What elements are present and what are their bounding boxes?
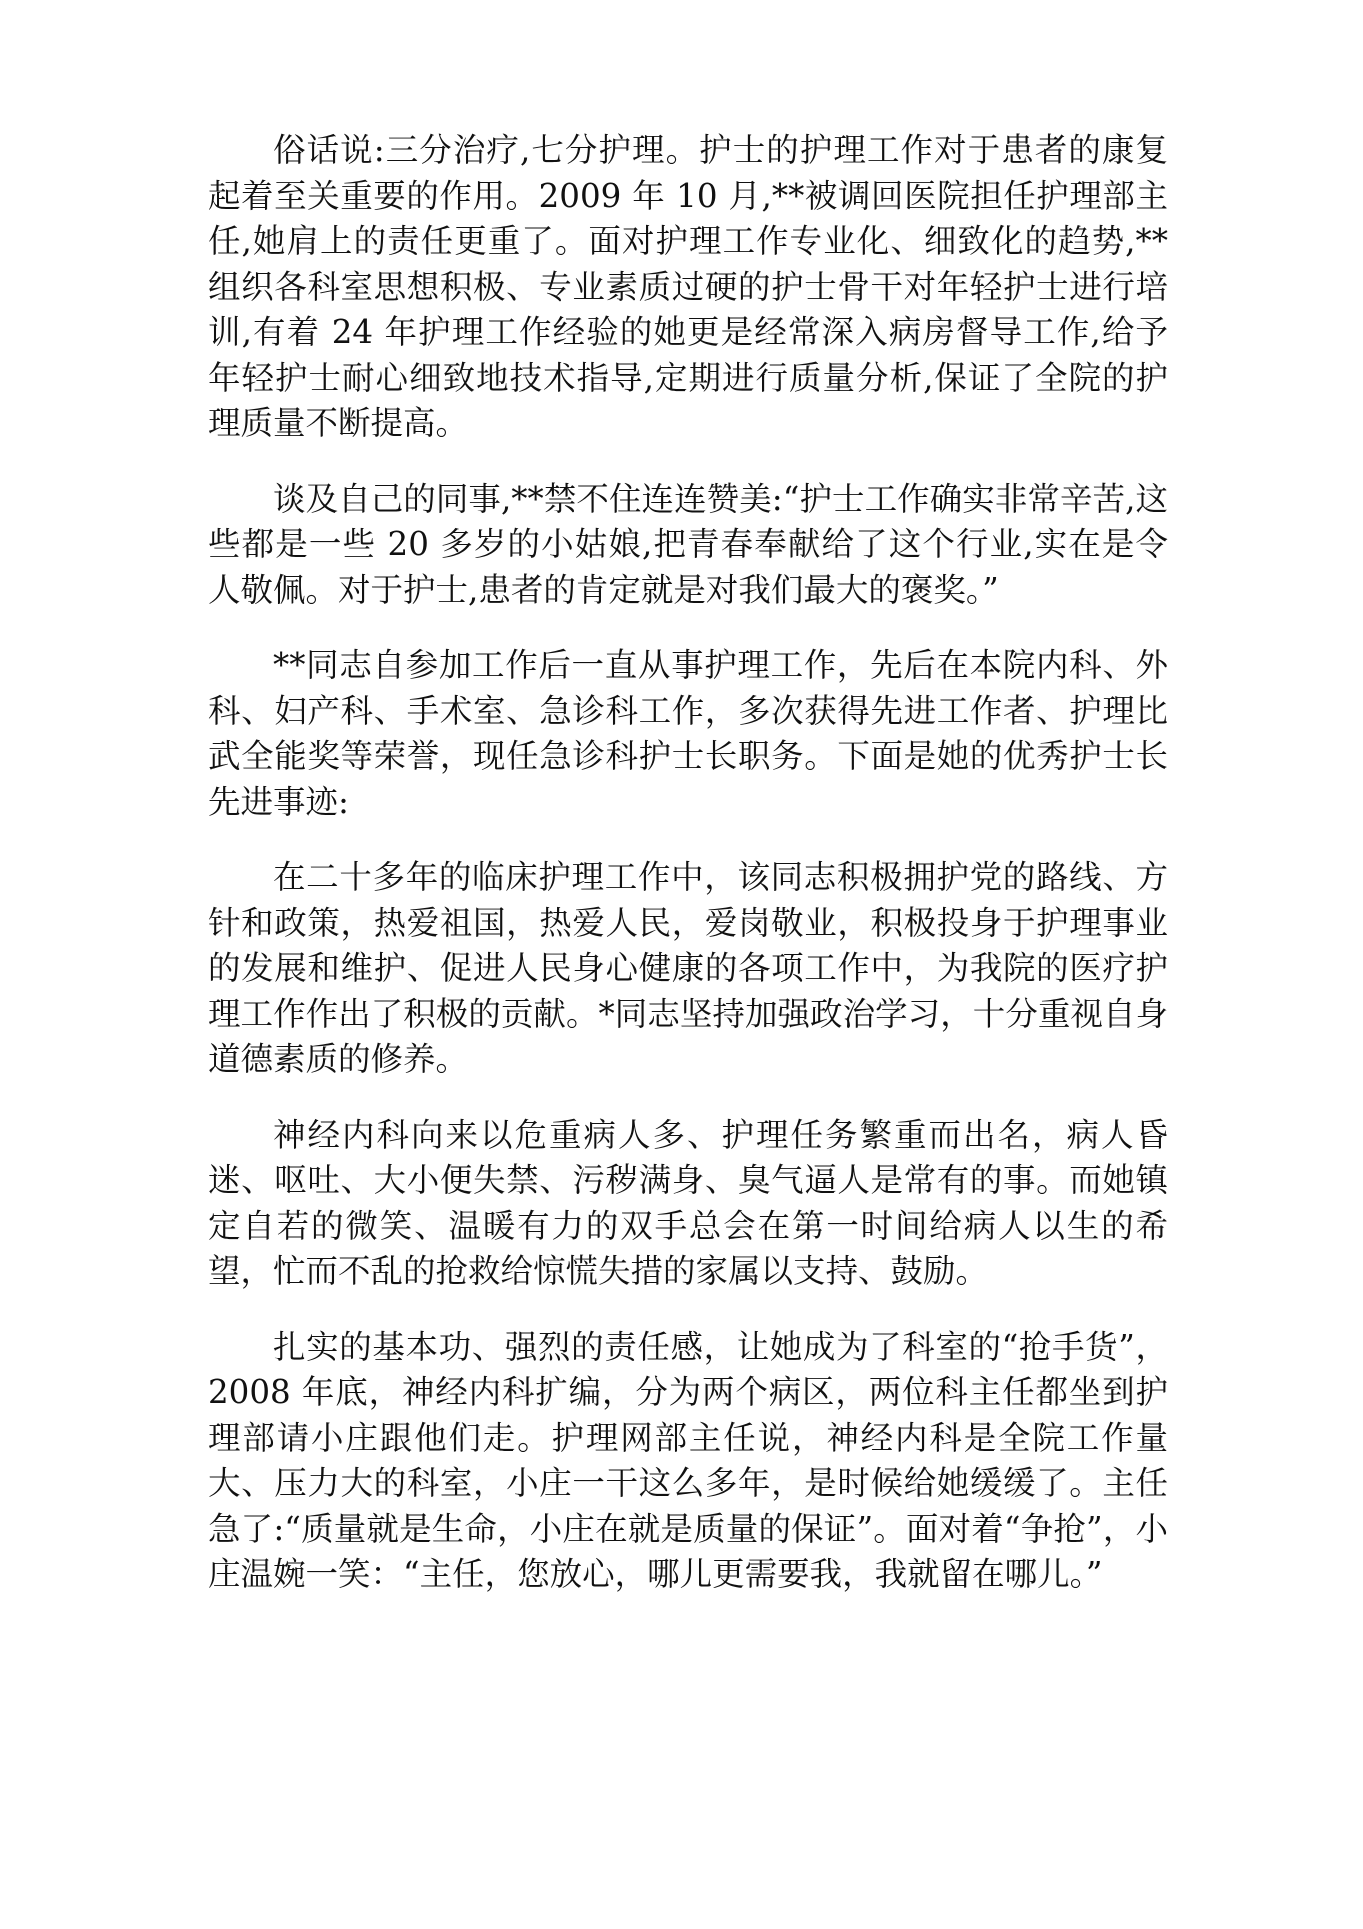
paragraph: **同志自参加工作后一直从事护理工作，先后在本院内科、外科、妇产科、手术室、急诊科工作，多次获得先进工作者、护理比武全能奖等荣誉，现任急诊科护士长职务。下面是她的优秀护士长先进事迹: xyxy=(208,646,1168,821)
paragraph: 俗话说:三分治疗,七分护理。护士的护理工作对于患者的康复起着至关重要的作用。2009 年 10 月,**被调回医院担任护理部主任,她肩上的责任更重了。面对护理工作专业化、细致化的趋势,**组织各科室思想积极、专业素质过硬的护士骨干对年轻护士进行培训,有着 24 年护理工作经验的她更是经常深入病房督导工作,给予年轻护士耐心细致地技术指导,定期进行质量分析,保证了全院的护理质量不断提高。 xyxy=(208,131,1168,442)
paragraph: 谈及自己的同事,**禁不住连连赞美:“护士工作确实非常辛苦,这些都是一些 20 多岁的小姑娘,把青春奉献给了这个行业,实在是令人敬佩。对于护士,患者的肯定就是对我们最大的褒奖。” xyxy=(208,479,1168,609)
paragraph: 扎实的基本功、强烈的责任感，让她成为了科室的“抢手货”，2008 年底，神经内科扩编，分为两个病区，两位科主任都坐到护理部请小庄跟他们走。护理网部主任说，神经内科是全院工作量大、压力大的科室，小庄一干这么多年，是时候给她缓缓了。主任急了:“质量就是生命，小庄在就是质量的保证”。面对着“争抢”，小庄温婉一笑：“主任，您放心，哪儿更需要我，我就留在哪儿。” xyxy=(208,1327,1168,1593)
document-body xyxy=(208,128,1168,1628)
paragraph: 在二十多年的临床护理工作中，该同志积极拥护党的路线、方针和政策，热爱祖国，热爱人民，爱岗敬业，积极投身于护理事业的发展和维护、促进人民身心健康的各项工作中，为我院的医疗护理工作作出了积极的贡献。*同志坚持加强政治学习，十分重视自身道德素质的修养。 xyxy=(208,858,1168,1078)
paragraph: 神经内科向来以危重病人多、护理任务繁重而出名，病人昏迷、呕吐、大小便失禁、污秽满身、臭气逼人是常有的事。而她镇定自若的微笑、温暖有力的双手总会在第一时间给病人以生的希望，忙而不乱的抢救给惊慌失措的家属以支持、鼓励。 xyxy=(208,1115,1168,1290)
